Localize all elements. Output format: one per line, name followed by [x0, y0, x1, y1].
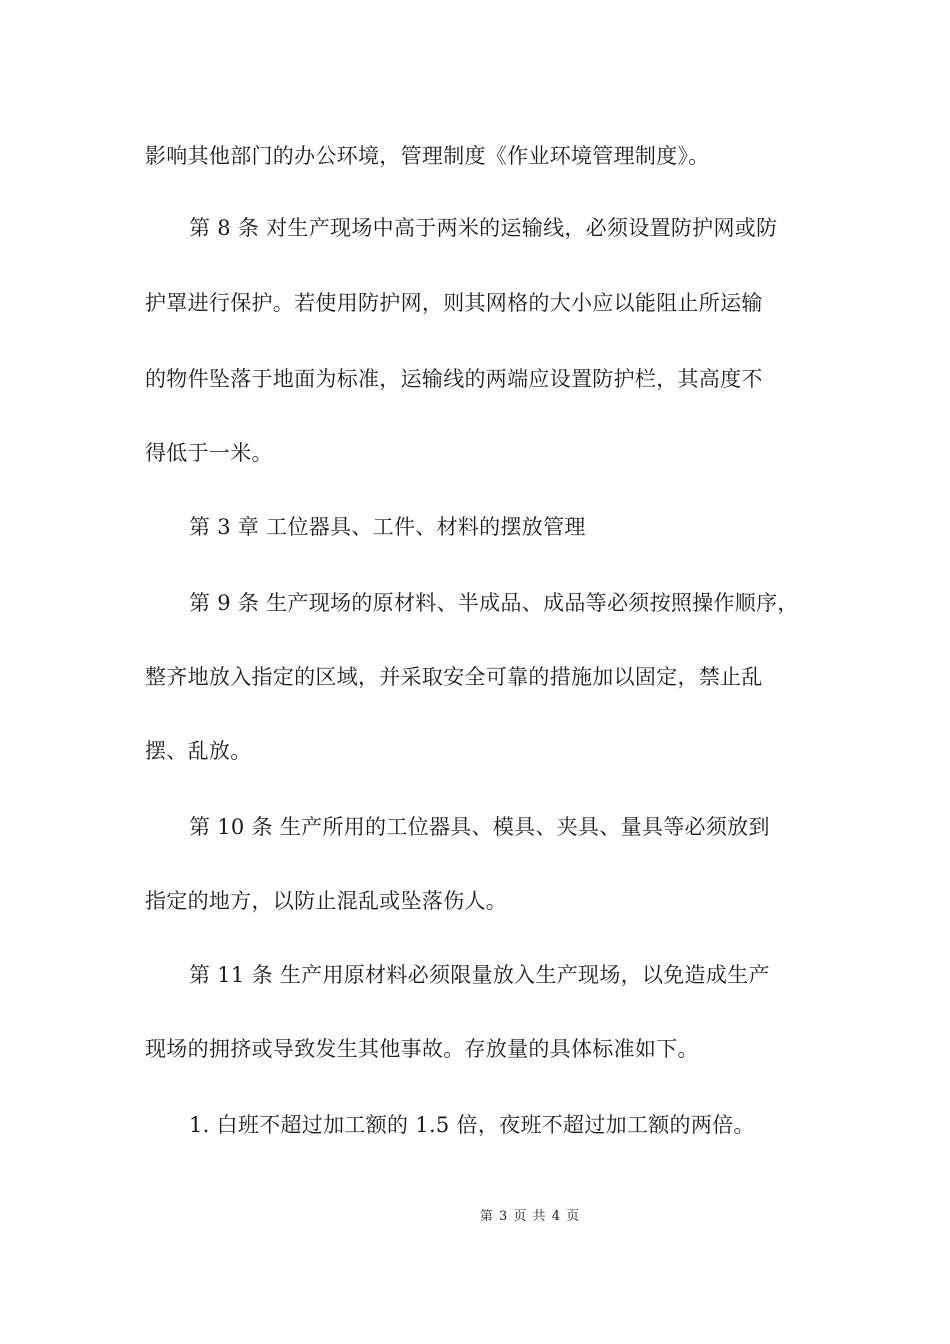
text-line-5: 得低于一米。 — [145, 441, 273, 465]
article-8-heading-line: 第 8 条 对生产现场中高于两米的运输线，必须设置防护网或防 — [189, 216, 778, 240]
text-line-1: 影响其他部门的办公环境，管理制度《作业环境管理制度》。 — [145, 144, 710, 168]
article-9-heading-line: 第 9 条 生产现场的原材料、半成品、成品等必须按照操作顺序， — [189, 591, 799, 615]
article-10-heading-line: 第 10 条 生产所用的工位器具、模具、夹具、量具等必须放到 — [189, 815, 770, 839]
text-line-4: 的物件坠落于地面为标准，运输线的两端应设置防护栏，其高度不 — [145, 367, 763, 391]
article-11-heading-line: 第 11 条 生产用原材料必须限量放入生产现场，以免造成生产 — [189, 963, 770, 987]
text-line-13: 现场的拥挤或导致发生其他事故。存放量的具体标准如下。 — [145, 1037, 699, 1061]
text-line-8: 整齐地放入指定的区域，并采取安全可靠的措施加以固定，禁止乱 — [145, 665, 763, 689]
list-item-1: 1. 白班不超过加工额的 1.5 倍，夜班不超过加工额的两倍。 — [189, 1113, 755, 1137]
chapter-3-heading: 第 3 章 工位器具、工件、材料的摆放管理 — [189, 515, 586, 539]
page-number-footer: 第 3 页 共 4 页 — [479, 1209, 581, 1224]
text-line-3: 护罩进行保护。若使用防护网，则其网格的大小应以能阻止所运输 — [145, 291, 763, 315]
text-line-11: 指定的地方，以防止混乱或坠落伤人。 — [145, 889, 508, 913]
text-line-9: 摆、乱放。 — [145, 739, 252, 763]
